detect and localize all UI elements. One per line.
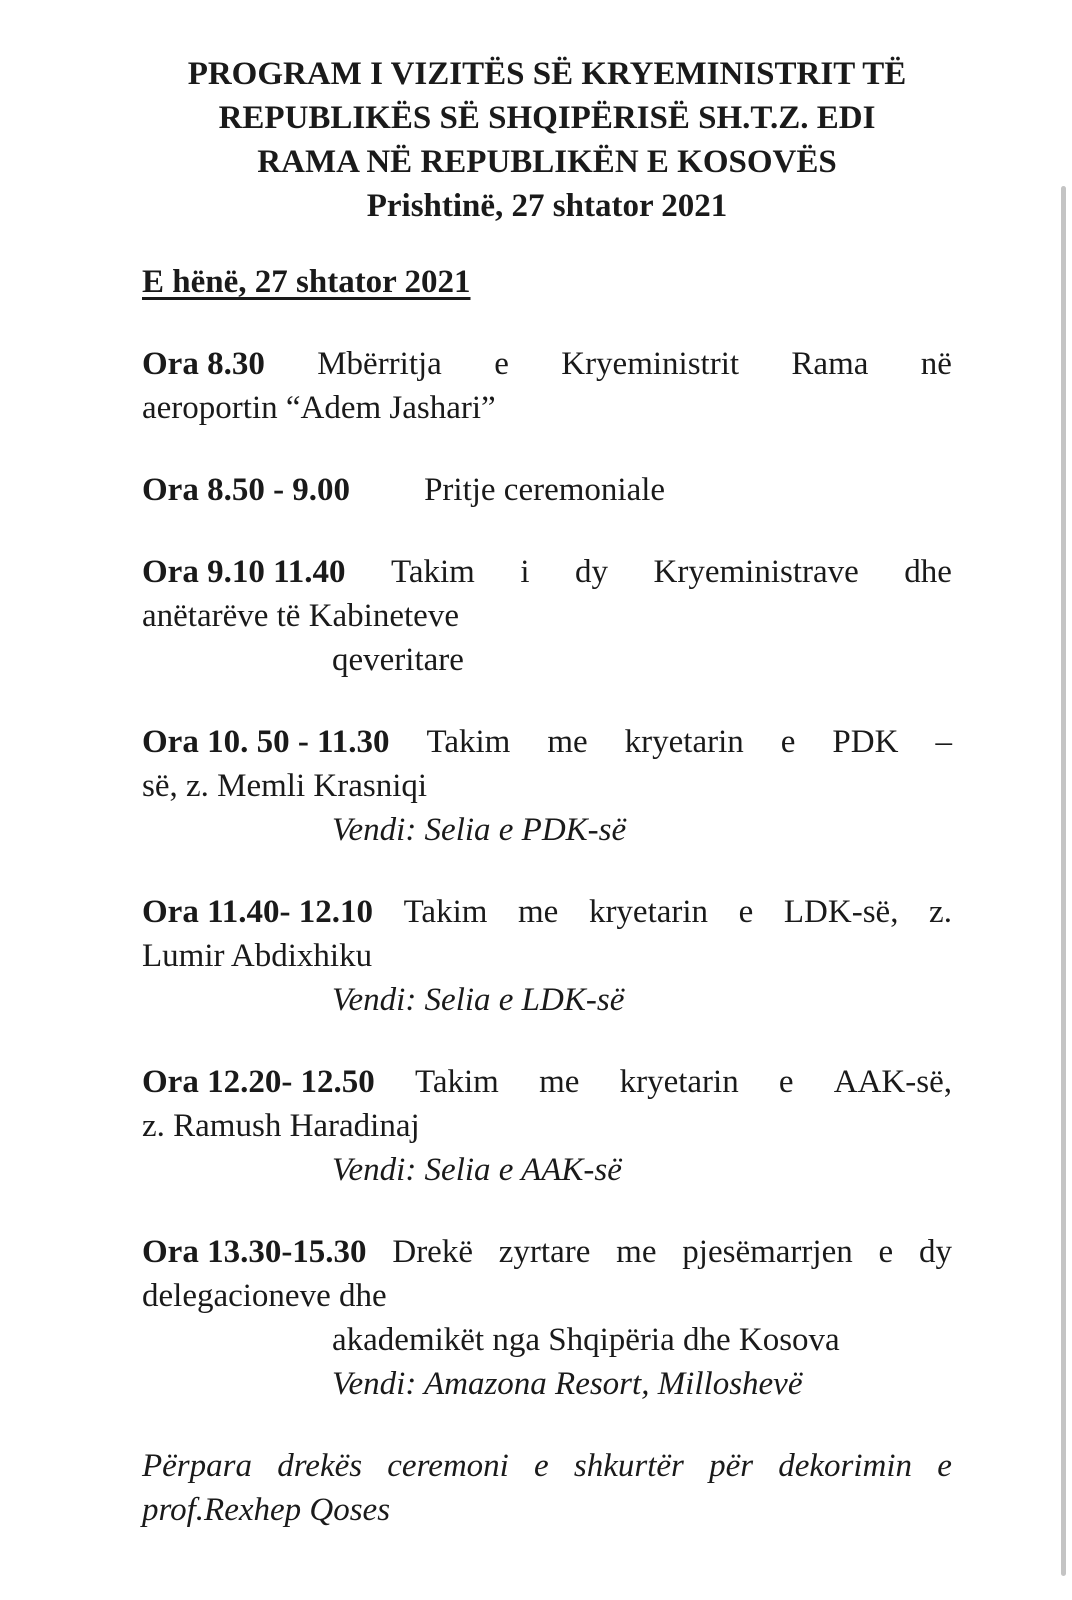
entry-word: dhe xyxy=(904,554,952,590)
entry-word: PDK xyxy=(832,724,899,760)
note-first-line xyxy=(142,1444,952,1488)
entry-first-line xyxy=(142,468,952,512)
document xyxy=(142,52,952,1532)
entry-continuation: së, z. Memli Krasniqi xyxy=(142,768,428,804)
entry-word: Takim xyxy=(426,724,511,760)
entry-time: Ora 9.10 11.40 xyxy=(142,554,346,590)
entry-word: e xyxy=(494,346,509,382)
entry-first-line xyxy=(142,720,952,764)
entry-word: Takim xyxy=(403,894,488,930)
entry-word: Rama xyxy=(791,346,869,382)
entry-word: e xyxy=(780,724,796,760)
note-word: Përpara xyxy=(142,1448,252,1484)
entry-indented-line: akademikët nga Shqipëria dhe Kosova xyxy=(332,1322,840,1358)
entry-word: me xyxy=(616,1234,657,1270)
entry-venue: Vendi: Selia e LDK-së xyxy=(332,982,625,1018)
entry-word: Takim xyxy=(391,554,475,590)
entry-word: me xyxy=(539,1064,580,1100)
note-word: e xyxy=(534,1448,549,1484)
entry-word: dy xyxy=(918,1234,952,1270)
day-heading: E hënë, 27 shtator 2021 xyxy=(142,264,471,300)
entry-word: kryetarin xyxy=(619,1064,739,1100)
entry-word: e xyxy=(778,1064,794,1100)
schedule-entry xyxy=(142,1230,952,1406)
note-word: e xyxy=(937,1448,952,1484)
entry-word: kryetarin xyxy=(588,894,709,930)
schedule-entry xyxy=(142,550,952,682)
vertical-scrollbar[interactable] xyxy=(1061,186,1066,1576)
entry-continuation: delegacioneve dhe xyxy=(142,1278,387,1314)
schedule-entry xyxy=(142,720,952,852)
closing-note xyxy=(142,1444,952,1532)
entry-word: dy xyxy=(575,554,609,590)
schedule-entry xyxy=(142,1060,952,1192)
entry-time: Ora 10. 50 - 11.30 xyxy=(142,724,390,760)
title-line: REPUBLIKËS SË SHQIPËRISË SH.T.Z. EDI xyxy=(218,100,876,136)
note-word: për xyxy=(709,1448,754,1484)
note-word: drekës xyxy=(277,1448,363,1484)
entry-word: e xyxy=(878,1234,894,1270)
note-word: shkurtër xyxy=(573,1448,684,1484)
entry-word: kryetarin xyxy=(624,724,744,760)
entry-word: me xyxy=(518,894,559,930)
entry-word: z. xyxy=(929,894,952,930)
entry-word: Drekë xyxy=(392,1234,473,1270)
entry-time: Ora 8.30 xyxy=(142,346,265,382)
entry-first-line xyxy=(142,1060,952,1104)
entry-first-line xyxy=(142,890,952,934)
entry-time: Ora 13.30-15.30 xyxy=(142,1234,367,1270)
entry-word: AAK-së, xyxy=(833,1064,952,1100)
entry-word: zyrtare xyxy=(498,1234,591,1270)
entry-word: Takim xyxy=(415,1064,499,1100)
entry-venue: Vendi: Selia e PDK-së xyxy=(332,812,627,848)
entry-venue: Vendi: Selia e AAK-së xyxy=(332,1152,622,1188)
entry-first-line xyxy=(142,1230,952,1274)
entry-word: e xyxy=(738,894,754,930)
entry-word: Mbërritja xyxy=(317,346,442,382)
title-date: Prishtinë, 27 shtator 2021 xyxy=(366,188,728,224)
entry-word: LDK-së, xyxy=(783,894,899,930)
entry-time: Ora 12.20- 12.50 xyxy=(142,1064,375,1100)
entry-first-line xyxy=(142,550,952,594)
entry-word: – xyxy=(935,724,952,760)
entry-continuation: Lumir Abdixhiku xyxy=(142,938,373,974)
entry-continuation: z. Ramush Haradinaj xyxy=(142,1108,420,1144)
entry-word: me xyxy=(547,724,588,760)
note-word: ceremoni xyxy=(387,1448,509,1484)
entry-word: pjesëmarrjen xyxy=(682,1234,853,1270)
entry-indented-line: qeveritare xyxy=(332,642,464,678)
entry-word: Kryeministrit xyxy=(561,346,740,382)
entry-first-line xyxy=(142,342,952,386)
entry-description: Pritje ceremoniale xyxy=(424,472,666,508)
note-continuation: prof.Rexhep Qoses xyxy=(142,1492,391,1528)
schedule-entry xyxy=(142,342,952,430)
note-word: dekorimin xyxy=(778,1448,913,1484)
entry-word: i xyxy=(520,554,530,590)
entry-time: Ora 8.50 - 9.00 xyxy=(142,472,351,508)
document-title xyxy=(142,52,952,228)
schedule-entry xyxy=(142,468,952,512)
title-line: RAMA NË REPUBLIKËN E KOSOVËS xyxy=(257,144,837,180)
entry-word: Kryeministrave xyxy=(653,554,859,590)
entry-time: Ora 11.40- 12.10 xyxy=(142,894,373,930)
entry-continuation: anëtarëve të Kabineteve xyxy=(142,598,459,634)
entry-word: në xyxy=(920,346,952,382)
entry-venue: Vendi: Amazona Resort, Milloshevë xyxy=(332,1366,803,1402)
title-line: PROGRAM I VIZITËS SË KRYEMINISTRIT TË xyxy=(187,56,907,92)
schedule-entry xyxy=(142,890,952,1022)
entry-continuation: aeroportin “Adem Jashari” xyxy=(142,390,496,426)
